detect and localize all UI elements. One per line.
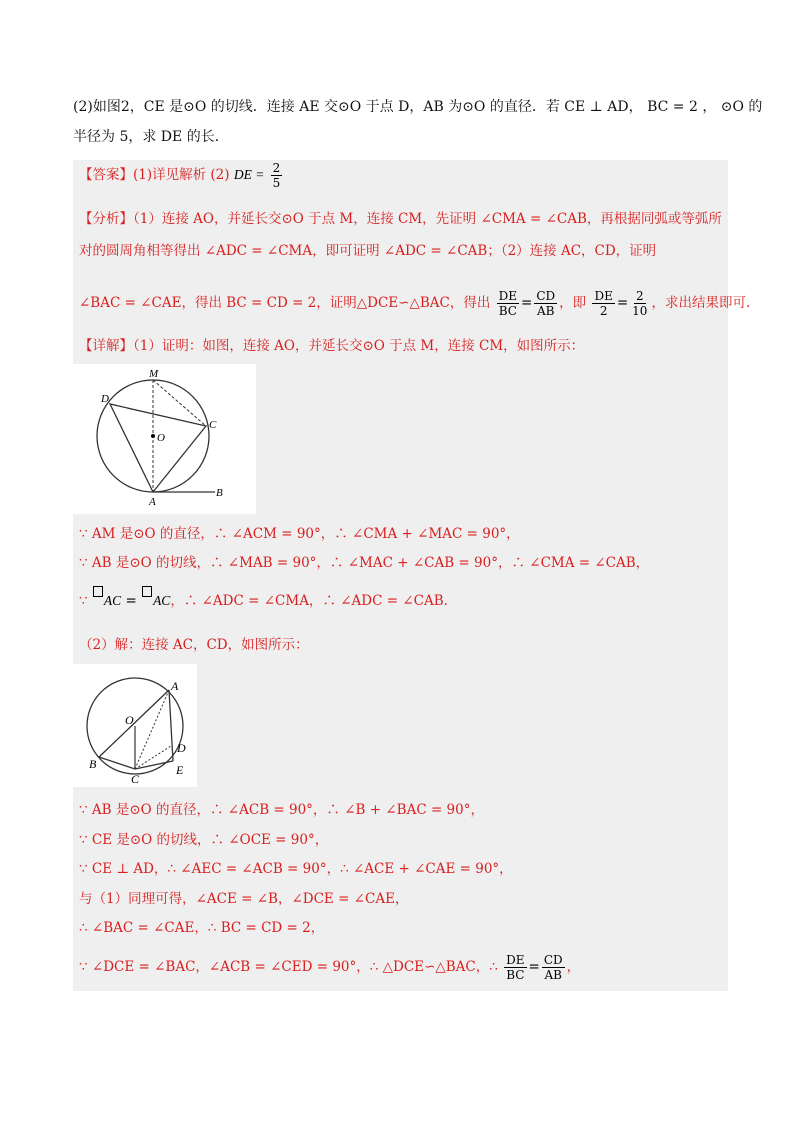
analysis-label: 【分析】 [79, 211, 133, 227]
detail-intro: 【详解】（1）证明：如图，连接 AO，并延长交⊙O 于点 M，连接 CM，如图所示： [79, 338, 585, 354]
solve-line-5: ∴ ∠BAC = ∠CAE，∴ BC = CD = 2， [79, 920, 325, 936]
line-ae [169, 690, 173, 761]
label-c2: C [131, 772, 140, 786]
label-o: O [157, 432, 165, 444]
part-2-intro: （2）解：连接 AC，CD，如图所示： [79, 637, 309, 653]
chord-ac [135, 690, 169, 769]
label-d2: D [177, 741, 186, 755]
question-line-2: 半径为 5，求 DE 的长． [73, 129, 229, 145]
figure-2 [73, 664, 197, 787]
fraction-de-bc: $\frac{DE}{BC}$ [498, 289, 518, 318]
label-c: C [209, 419, 217, 431]
fraction-de-bc-2: $\frac{DE}{BC}$ [506, 953, 525, 982]
arc-ac-1: AC [92, 593, 121, 609]
proof-line-1: ∵ AM 是⊙O 的直径，∴ ∠ACM = 90°，∴ ∠CMA + ∠MAC = 90°， [79, 526, 520, 542]
answer-label: 【答案】 [79, 167, 133, 183]
label-d: D [101, 393, 109, 405]
solve-line-3: ∵ CE ⊥ AD，∴ ∠AEC = ∠ACB = 90°，∴ ∠ACE + ∠CAE = 90°， [79, 861, 513, 877]
label-b: B [216, 487, 223, 499]
question-line-1: (2)如图2，CE 是⊙O 的切线．连接 AE 交⊙O 于点 D，AB 为⊙O 的直径．若 CE ⊥ AD， BC = 2 ， ⊙O 的 [73, 99, 763, 115]
question-block [73, 92, 763, 152]
detail-label: 【详解】 [79, 338, 133, 354]
triangle-adc [110, 404, 206, 492]
proof-line-3: ∵ AC = AC，∴ ∠ADC = ∠CMA，∴ ∠ADC = ∠CAB. [79, 586, 448, 616]
circle-diagram-1 [73, 364, 256, 514]
analysis-line-3: ∠BAC = ∠CAE，得出 BC = CD = 2，证明△DCE∽△BAC，得出 $\frac{DE}{BC}$ = $\frac{CD}{AB}$ ，即 $\frac{DE}{2}$ = $\frac{2}{10}$ ，求出结果即可. [79, 289, 751, 318]
solve-line-1: ∵ AB 是⊙O 的直径，∴ ∠ACB = 90°，∴ ∠B + ∠BAC = 90°， [79, 802, 484, 818]
solve-line-6: ∵ ∠DCE = ∠BAC，∠ACB = ∠CED = 90°，∴ △DCE∽△BAC，∴ $\frac{DE}{BC}$ = $\frac{CD}{AB}$ ， [79, 953, 581, 982]
answer-row [79, 160, 284, 190]
label-e2: E [176, 763, 184, 777]
circle-diagram-2 [73, 664, 197, 787]
answer-fraction: $\frac{2}{5}$ [272, 161, 281, 190]
label-o2: O [125, 713, 134, 727]
fraction-cd-ab-2: $\frac{CD}{AB}$ [543, 953, 563, 982]
center-dot-1 [151, 434, 155, 438]
label-a2: A [171, 679, 179, 693]
solve-line-4: 与（1）同理可得，∠ACE = ∠B，∠DCE = ∠CAE， [79, 891, 409, 907]
fraction-cd-ab: $\frac{CD}{AB}$ [536, 289, 556, 318]
tangent-ce [135, 761, 173, 769]
analysis-line-1: 【分析】（1）连接 AO，并延长交⊙O 于点 M，连接 CM，先证明 ∠CMA = ∠CAB，再根据同弧或等弧所 [79, 211, 722, 227]
arc-ac-2: AC [141, 593, 170, 609]
label-b2: B [89, 757, 97, 771]
answer-expr: DE = [233, 167, 265, 182]
fraction-2-10: $\frac{2}{10}$ [632, 289, 648, 318]
analysis-line-2: 对的圆周角相等得出 ∠ADC = ∠CMA，即可证明 ∠ADC = ∠CAB；（2）连接 AC，CD，证明 [79, 243, 657, 259]
label-a: A [149, 496, 156, 508]
fraction-de-2: $\frac{DE}{2}$ [594, 289, 613, 318]
proof-line-2: ∵ AB 是⊙O 的切线，∴ ∠MAB = 90°，∴ ∠MAC + ∠CAB = 90°，∴ ∠CMA = ∠CAB， [79, 555, 650, 571]
label-m: M [149, 368, 159, 380]
diameter-ab [99, 690, 169, 757]
figure-1 [73, 364, 256, 514]
solve-line-2: ∵ CE 是⊙O 的切线，∴ ∠OCE = 90°， [79, 832, 329, 848]
answer-text: (1)详见解析 (2) [133, 167, 230, 183]
